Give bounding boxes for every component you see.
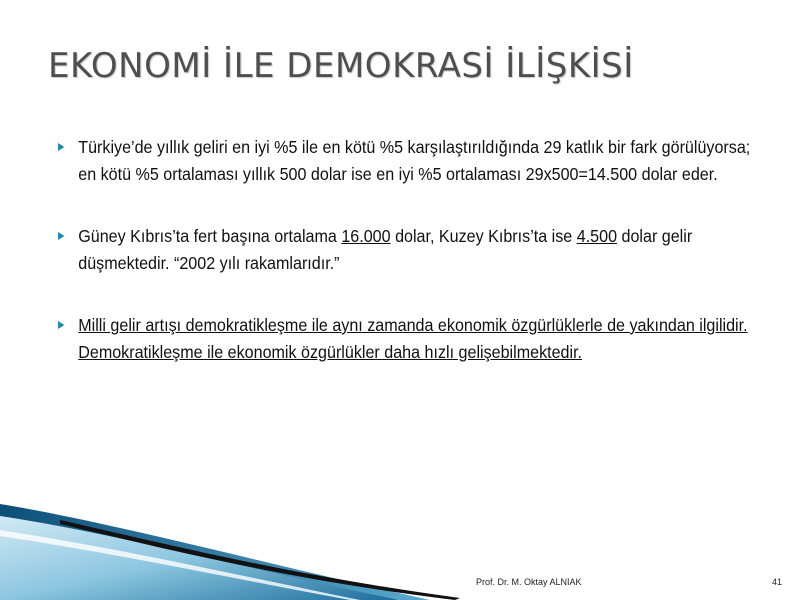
bullet-text-3: Milli gelir artışı demokratikleşme ile aynı zamanda ekonomik özgürlüklerle de yakından ilgilidir. Demokratikleşme ile ekonomik özgürlükler daha hızlı gelişebilmektedir. [78,315,748,362]
bullet-text-2c: dolar gelir düşmektedir. “2002 yılı rakamlarıdır.” [78,226,693,273]
bullet-item-3 [58,312,768,366]
page-number: 41 [772,577,783,587]
decorative-swoosh [0,490,460,600]
slide-title: EKONOMİ İLE DEMOKRASİ İLİŞKİSİ [48,46,634,86]
bullet-text-2a: Güney Kıbrıs’ta fert başına ortalama [78,226,342,246]
bullet-text-2b: dolar, Kuzey Kıbrıs’ta ise [390,226,577,246]
bullet-item-2 [58,223,768,277]
south-cyprus-value: 16.000 [341,226,391,246]
bullet-item-1 [58,134,768,188]
north-cyprus-value: 4.500 [576,226,618,246]
bullet-arrow-icon [58,232,64,240]
bullet-arrow-icon [58,321,64,329]
footer-author: Prof. Dr. M. Oktay ALNIAK [476,577,582,587]
bullet-list [58,134,751,366]
bullet-arrow-icon [58,143,64,151]
bullet-text-1: Türkiye’de yıllık geliri en iyi %5 ile en kötü %5 karşılaştırıldığında 29 katlık bir fark görülüyorsa; en kötü %5 ortalaması yıllık 500 dolar ise en iyi %5 ortalaması 29x500=14.500 dolar eder. [78,137,751,184]
